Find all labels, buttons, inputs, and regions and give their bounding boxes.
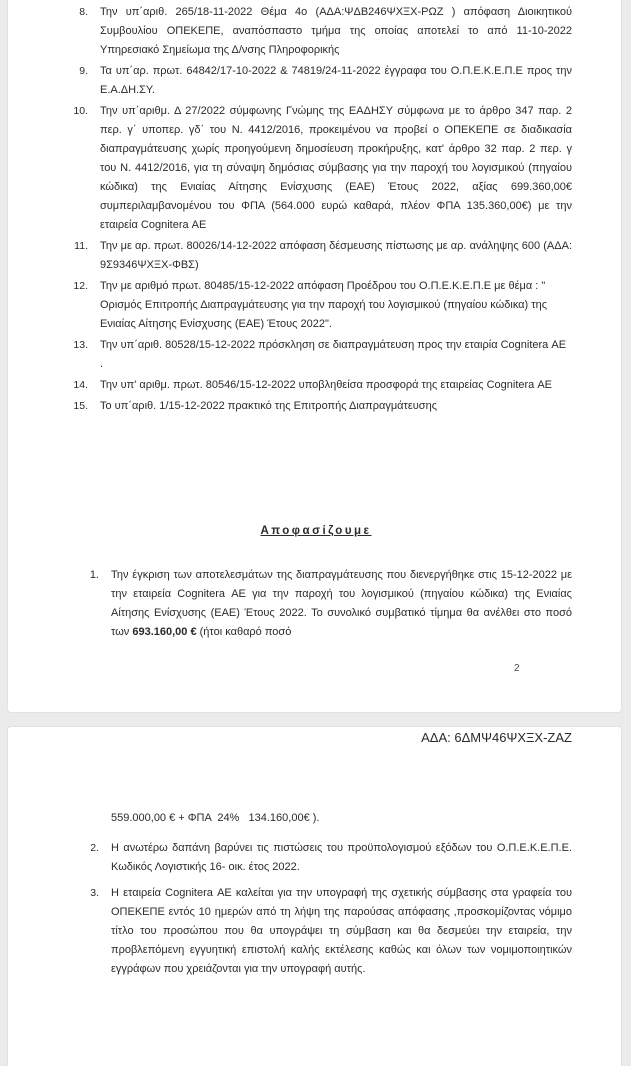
item-text-post: (ήτοι καθαρό ποσό xyxy=(196,626,292,638)
item-text: Η εταιρεία Cognitera ΑΕ καλείται για την υπογραφή της σχετικής σύμβασης στα γραφεία του ΟΠΕΚΕΠΕ εντός 10 ημερών από τη λήψη της παρούσας απόφασης ,προσκομίζοντας νόμιμο τίτλο του προσώπου που θα υπογράψει τη σύμβαση και θα δεσμεύει την εταιρεία, την προβλεπόμενη εγγυητική επιστολή καλής εκτέλεσης καθώς και όλων των νομιμοποιητικών εγγράφων που χρειάζονται για την υπογραφή αυτής. xyxy=(111,887,572,975)
reference-item xyxy=(60,237,572,275)
item-text: Την με αρ. πρωτ. 80026/14-12-2022 απόφαση δέσμευσης πίστωσης με αρ. ανάληψης 600 (ΑΔΑ: 9Σ9346ΨΧΞΧ-ΦΒΣ) xyxy=(100,240,572,271)
reference-list xyxy=(60,3,572,418)
item-text: Τα υπ΄αρ. πρωτ. 64842/17-10-2022 & 74819/24-11-2022 έγγραφα του Ο.Π.Ε.Κ.Ε.Π.Ε προς την Ε.Α.ΔΗ.ΣΥ. xyxy=(100,65,572,96)
item-number: 12. xyxy=(73,280,88,292)
item-text: Την με αριθμό πρωτ. 80485/15-12-2022 απόφαση Προέδρου του Ο.Π.Ε.Κ.Ε.Π.Ε με θέμα : " Ορισμός Επιτροπής Διαπραγμάτευσης για την παροχή του λογισμικού (πηγαίου κώδικα) της Ενιαίας Αίτησης Ενίσχυσης (ΕΑΕ) Έτους 2022". xyxy=(100,280,548,330)
item-text: Την υπ΄αριθ. 265/18-11-2022 Θέμα 4ο (ΑΔΑ:ΨΔΒ246ΨΧΞΧ-ΡΩΖ ) απόφαση Διοικητικού Συμβουλίου ΟΠΕΚΕΠΕ, αναπόσπαστο τμήμα της οποίας αποτελεί το από 11-10-2022 Υπηρεσιακό Σημείωμα της Δ/νσης Πληροφορικής xyxy=(100,6,572,56)
item-text-pre: Την έγκριση των αποτελεσμάτων της διαπραγμάτευσης που διενεργήθηκε στις 15-12-2022 με την εταιρεία Cognitera ΑΕ για την παροχή του λογισμικού (πηγαίου κώδικα) της Ενιαίας Αίτησης Ενίσχυσης (ΕΑΕ) Έτους 2022. Το συνολικό συμβατικό τίμημα θα ανέλθει στο ποσό των xyxy=(111,569,572,638)
reference-item xyxy=(60,397,572,416)
item-number: 14. xyxy=(73,379,88,391)
reference-item xyxy=(60,376,572,395)
item-number: 15. xyxy=(73,400,88,412)
decision-item xyxy=(71,839,572,877)
item-text: Την υπ΄αριθμ. Δ 27/2022 σύμφωνης Γνώμης της ΕΑΔΗΣΥ σύμφωνα με το άρθρο 347 παρ. 2 περ. γ΄ υποπερ. γδ΄ του Ν. 4412/2016, προκειμένου να προβεί ο ΟΠΕΚΕΠΕ σε διαδικασία διαπραγμάτευσης χωρίς προηγούμενη δημοσίευση προκήρυξης, κατ' άρθρο 32 παρ. 2 περ. γ του Ν. 4412/2016, για τη σύναψη δημόσιας σύμβασης για την παροχή του λογισμικού (πηγαίου κώδικα) της Ενιαίας Αίτησης Ενίσχυσης (ΕΑΕ) Έτους 2022, αξίας 699.360,00€ συμπεριλαμβανομένου του ΦΠΑ (564.000 ευρώ καθαρά, πλέον ΦΠΑ 135.360,00€) με την εταιρεία Cognitera ΑΕ xyxy=(100,105,572,231)
decision-heading: Αποφασίζουμε xyxy=(260,525,372,537)
decision-list-page2 xyxy=(71,839,572,986)
reference-item xyxy=(60,62,572,100)
reference-item xyxy=(60,336,572,374)
item-text: Την υπ' αριθμ. πρωτ. 80546/15-12-2022 υποβληθείσα προσφορά της εταιρείας Cognitera ΑΕ xyxy=(100,379,553,391)
item-text xyxy=(111,566,572,642)
decision-item xyxy=(71,884,572,979)
item-number: 3. xyxy=(90,887,99,899)
document-page-2 xyxy=(7,726,622,1066)
reference-item xyxy=(60,277,572,334)
amount-continuation-line: 559.000,00 € + ΦΠΑ 24% 134.160,00€ ). xyxy=(111,812,320,824)
page-number: 2 xyxy=(514,663,520,674)
reference-item xyxy=(60,102,572,235)
item-number: 2. xyxy=(90,842,99,854)
reference-item xyxy=(60,3,572,60)
document-page-1 xyxy=(7,0,622,713)
item-number: 9. xyxy=(79,65,88,77)
item-number: 11. xyxy=(74,240,88,252)
item-text: Το υπ΄αριθ. 1/15-12-2022 πρακτικό της Επιτροπής Διαπραγμάτευσης xyxy=(100,400,438,412)
decision-list-page1 xyxy=(71,566,572,644)
ada-code: ΑΔΑ: 6ΔΜΨ46ΨΧΞΧ-ΖΑΖ xyxy=(421,730,572,745)
contract-amount: 693.160,00 € xyxy=(132,626,197,638)
item-number: 1. xyxy=(89,569,99,581)
item-number: 8. xyxy=(79,6,88,18)
item-text: Την υπ΄αριθ. 80528/15-12-2022 πρόσκληση σε διαπραγμάτευση προς την εταιρία Cognitera ΑΕ . xyxy=(100,339,567,370)
item-text: Η ανωτέρω δαπάνη βαρύνει τις πιστώσεις του προϋπολογισμού εξόδων του Ο.Π.Ε.Κ.Ε.Π.Ε. Κωδικός Λογιστικής 16- οικ. έτος 2022. xyxy=(111,842,572,873)
item-number: 13. xyxy=(73,339,88,351)
item-number: 10. xyxy=(73,105,88,117)
decision-item xyxy=(71,566,572,642)
